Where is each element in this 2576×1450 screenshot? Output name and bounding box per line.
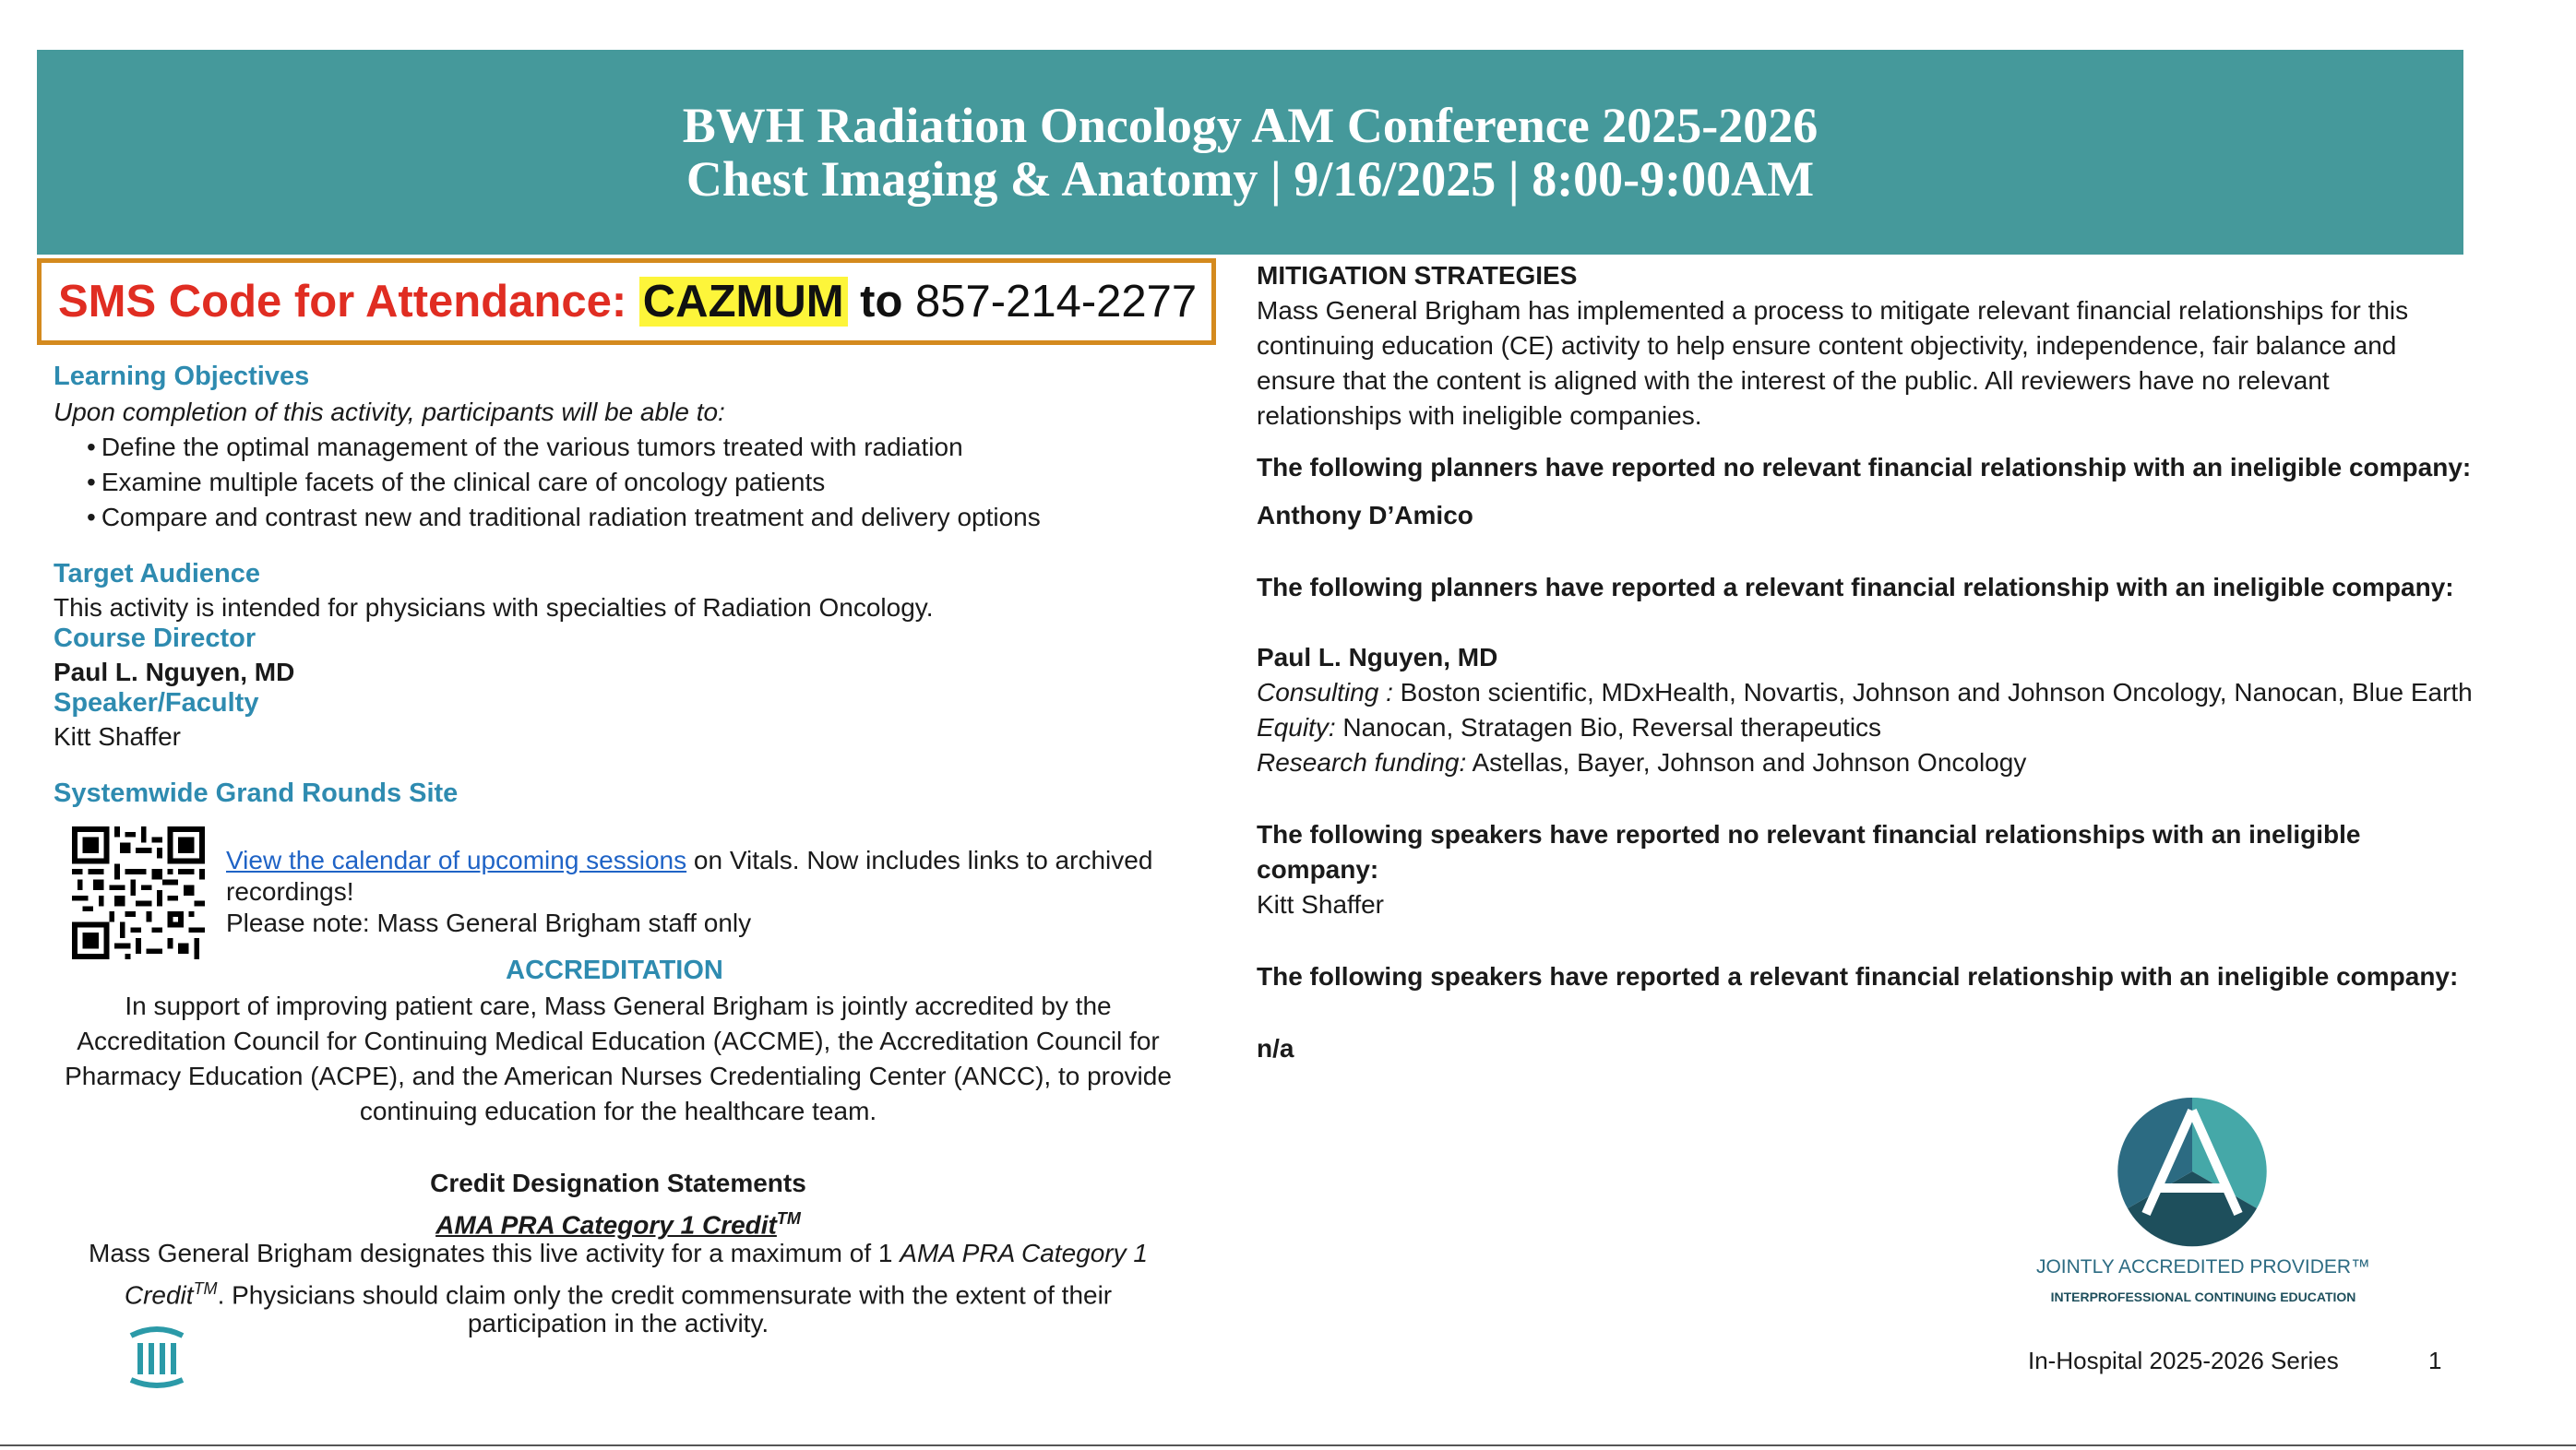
bottom-divider [0,1444,2576,1446]
speakers-relevant-value: n/a [1257,1034,1294,1063]
mitigation-text-line: Mass General Brigham has implemented a process to mitigate relevant financial relationships for this [1257,296,2409,325]
header-banner [37,50,2463,255]
grand-rounds-line1 [226,843,1152,878]
consulting-line [1257,675,2473,710]
learning-objectives-heading: Learning Objectives [54,362,310,391]
grand-rounds-after-link: on Vitals. Now includes links to archived [686,846,1153,874]
speakers-relevant-heading: The following speakers have reported a relevant financial relationship with an ineligible company: [1257,962,2459,991]
course-director-heading: Course Director [54,624,256,653]
mitigation-text-line: ensure that the content is aligned with the interest of the public. All reviewers have no relevant [1257,366,2330,395]
credit-line1-a: Mass General Brigham designates this live activity for a maximum of 1 [89,1239,900,1267]
sms-code: CAZMUM [639,277,848,327]
speakers-none-name: Kitt Shaffer [1257,890,1385,919]
consulting-value: Boston scientific, MDxHealth, Novartis, Johnson and Johnson Oncology, Nanocan, Blue Earth [1392,678,2473,707]
credit-subheading-text: AMA PRA Category 1 Credit [435,1210,777,1240]
sms-to: to [860,277,903,327]
accreditation-text-line: Pharmacy Education (ACPE), and the American Nurses Credentialing Center (ANCC), to provide [65,1062,1172,1090]
credit-line3: participation in the activity. [467,1309,769,1337]
footer-page-number: 1 [2428,1347,2442,1374]
credit-line1-b: AMA PRA Category 1 [900,1239,1148,1267]
credit-line2-tm: TM [193,1279,218,1298]
equity-value: Nanocan, Stratagen Bio, Reversal therapeutics [1335,713,1882,742]
consulting-label: Consulting : [1257,678,1393,707]
accreditation-circle-icon [2109,1088,2275,1254]
speaker-faculty-heading: Speaker/Faculty [54,688,259,718]
equity-label: Equity: [1257,713,1336,742]
credit-line2-b: . Physicians should claim only the credit commensurate with the extent of their [217,1280,1113,1310]
planners-none-name: Anthony D’Amico [1257,501,1473,529]
mitigation-text-line: relationships with ineligible companies. [1257,401,1702,430]
learning-bullet: • Examine multiple facets of the clinical care of oncology patients [87,465,825,500]
logo-text-ipce: INTERPROFESSIONAL CONTINUING EDUCATION [2050,1290,2356,1304]
accreditation-heading: ACCREDITATION [506,956,723,985]
target-audience-text: This activity is intended for physicians with specialties of Radiation Oncology. [54,593,934,622]
mgb-pillar-logo [127,1319,186,1391]
planners-relevant-heading: The following planners have reported a relevant financial relationship with an ineligible company: [1257,573,2454,601]
credit-line2-a: Credit [124,1280,194,1310]
footer-series: In-Hospital 2025-2026 Series [2028,1347,2339,1374]
planner-relevant-name: Paul L. Nguyen, MD [1257,643,1498,672]
equity-line [1257,710,1881,745]
accreditation-text-line: continuing education for the healthcare team. [359,1097,877,1125]
learning-bullet: • Define the optimal management of the various tumors treated with radiation [87,430,963,465]
accreditation-text-line: In support of improving patient care, Mass General Brigham is jointly accredited by the [125,992,1112,1020]
grand-rounds-line2: recordings! [226,877,354,906]
planners-none-heading: The following planners have reported no relevant financial relationship with an ineligible company: [1257,453,2472,481]
speaker-name: Kitt Shaffer [54,722,182,751]
speakers-none-heading-cont: company: [1257,855,1379,884]
learning-bullet: • Compare and contrast new and traditional radiation treatment and delivery options [87,500,1041,535]
sms-label: SMS Code for Attendance: [58,277,627,327]
mitigation-heading: MITIGATION STRATEGIES [1257,261,1578,290]
accreditation-text-line: Accreditation Council for Continuing Medical Education (ACCME), the Accreditation Council for [77,1027,1160,1055]
course-director-name: Paul L. Nguyen, MD [54,658,295,686]
learning-intro: Upon completion of this activity, participants will be able to: [54,398,725,426]
credit-heading: Credit Designation Statements [430,1169,806,1197]
mitigation-text-line: continuing education (CE) activity to help ensure content objectivity, independence, fair balance and [1257,331,2397,360]
logo-text-provider: JOINTLY ACCREDITED PROVIDER™ [2035,1256,2371,1278]
research-label: Research funding: [1257,748,1467,777]
research-value: Astellas, Bayer, Johnson and Johnson Oncology [1466,748,2027,777]
calendar-link[interactable]: View the calendar of upcoming sessions [226,846,687,874]
qr-code-image [72,826,205,959]
target-audience-heading: Target Audience [54,559,260,588]
speakers-none-heading: The following speakers have reported no relevant financial relationships with an ineligible [1257,820,2361,849]
sms-attendance-box [37,258,1216,345]
header-title-line1: BWH Radiation Oncology AM Conference 2025-2026 [682,98,1819,153]
jointly-accredited-logo [2019,1088,2388,1319]
header-title-line2: Chest Imaging & Anatomy | 9/16/2025 | 8:00-9:00AM [686,151,1815,207]
grand-rounds-note: Please note: Mass General Brigham staff only [226,909,752,937]
sms-number: 857-214-2277 [915,277,1198,327]
credit-line1 [18,1236,1218,1271]
research-line [1257,745,2026,780]
credit-tm: TM [776,1209,801,1228]
grand-rounds-heading: Systemwide Grand Rounds Site [54,778,459,808]
